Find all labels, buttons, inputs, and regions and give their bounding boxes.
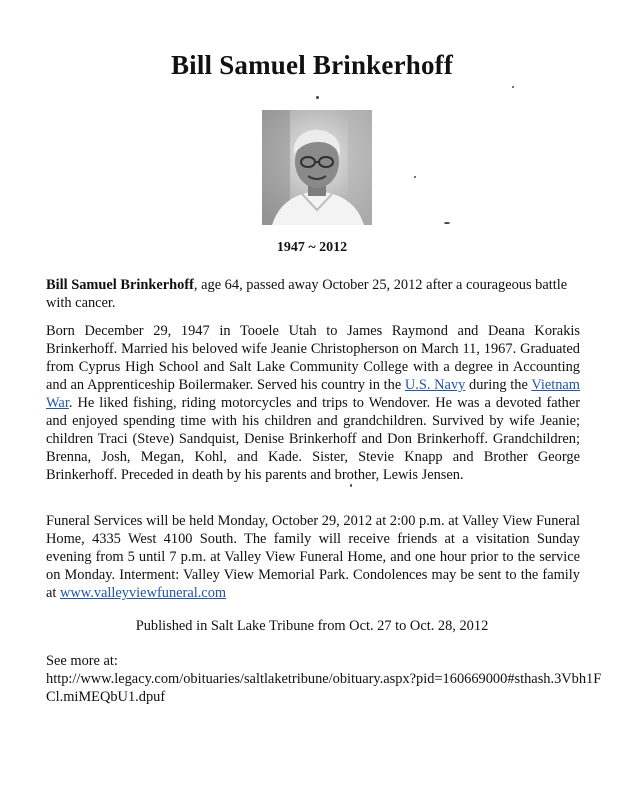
published-note: Published in Salt Lake Tribune from Oct. 27 to Oct. 28, 2012 bbox=[135, 618, 489, 634]
bio-text-3: . He liked fishing, riding motorcycles and trips to Wendover. He was a devoted father and enjoyed spending time with his children and grandchildren. Survived by wife Jeanie; children Traci (Steve) Sandquist, Denise Brinkerhoff and Don Brinkerhoff. Grandchildren; Brenna, Josh, Megan, Kohl, and Kade. Sister, Stevie Knapp and Brother George Brinkerhoff. Preceded in death by his parents and brother, Lewis Jensen. bbox=[46, 395, 580, 483]
scan-speck bbox=[414, 176, 416, 178]
portrait-photo bbox=[262, 110, 372, 225]
us-navy-link[interactable]: U.S. Navy bbox=[404, 377, 466, 393]
see-more-label: See more at: bbox=[46, 653, 118, 669]
funeral-paragraph bbox=[46, 512, 580, 602]
see-more-url[interactable]: http://www.legacy.com/obituaries/saltlaketribune/obituary.aspx?pid=160669000#sthash.3Vbh1FCl.miMEQbU1.dpuf bbox=[46, 671, 602, 705]
bio-paragraph bbox=[46, 322, 580, 484]
deceased-name: Bill Samuel Brinkerhoff bbox=[46, 277, 194, 293]
vietnam-war-link[interactable]: Vietnam War bbox=[46, 377, 580, 411]
intro-paragraph bbox=[46, 276, 580, 312]
bio-text-2: during the bbox=[465, 377, 532, 393]
scan-speck bbox=[444, 222, 450, 224]
funeral-home-link[interactable]: www.valleyviewfuneral.com bbox=[59, 585, 227, 601]
scan-speck bbox=[350, 484, 352, 487]
see-more-section bbox=[46, 652, 606, 706]
bio-text-1: Born December 29, 1947 in Tooele Utah to James Raymond and Deana Korakis Brinkerhoff. Married his beloved wife Jeanie Christopherson on March 11, 1967. Graduated from Cyprus High School and Salt Lake Community College with a degree in Accounting and an Apprenticeship Boilermaker. Served his country in the bbox=[46, 323, 580, 393]
scan-speck bbox=[316, 96, 319, 99]
funeral-text: Funeral Services will be held Monday, October 29, 2012 at 2:00 p.m. at Valley View Funeral Home, 4335 West 4100 South. The family will receive friends at a visitation Sunday evening from 5 until 7 p.m. at Valley View Funeral Home, and one hour prior to the service on Monday. Interment: Valley View Memorial Park. Condolences may be sent to the family at bbox=[46, 513, 580, 601]
intro-text: , age 64, passed away October 25, 2012 after a courageous battle with cancer. bbox=[46, 277, 568, 311]
portrait-photo-graphic bbox=[262, 110, 372, 225]
life-dates: 1947 ~ 2012 bbox=[276, 240, 348, 255]
page-title: Bill Samuel Brinkerhoff bbox=[170, 50, 454, 80]
scan-speck bbox=[512, 86, 514, 88]
